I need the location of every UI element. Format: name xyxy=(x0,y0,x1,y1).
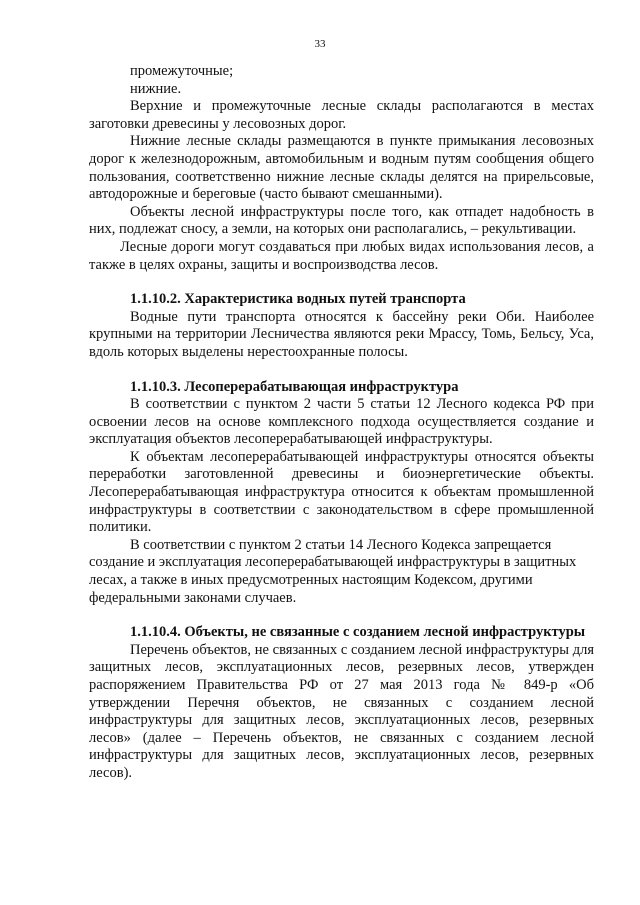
paragraph: Водные пути транспорта относятся к бассейну реки Оби. Наиболее крупными на территории Лесничества являются реки Мрассу, Томь, Бельсу, Уса, вдоль которых выделены нерестоохранные полосы. xyxy=(89,308,594,360)
paragraph: Лесные дороги могут создаваться при любых видах использования лесов, а также в целях охраны, защиты и воспроизводства лесов. xyxy=(89,238,594,273)
paragraph: Перечень объектов, не связанных с созданием лесной инфраструктуры для защитных лесов, эксплуатационных лесов, резервных лесов, утвержден распоряжением Правительства РФ от 27 мая 2013 года № 849-р «Об утверждении Перечня объектов, не связанных с созданием лесной инфраструктуры для защитных лесов, эксплуатационных лесов, резервных лесов» (далее – Перечень объектов, не связанных с созданием лесной инфраструктуры для защитных лесов, эксплуатационных лесов, резервных лесов). xyxy=(89,641,594,781)
list-item: нижние. xyxy=(130,80,182,97)
paragraph: В соответствии с пунктом 2 части 5 статьи 12 Лесного кодекса РФ при освоении лесов на основе комплексного подхода осуществляется создание и эксплуатация объектов лесоперерабатывающей инфраструктуры. xyxy=(89,396,594,448)
section-heading: 1.1.10.3. Лесоперерабатывающая инфраструктура xyxy=(130,378,459,395)
paragraph: Нижние лесные склады размещаются в пункте примыкания лесовозных дорог к железнодорожным, автомобильным и водным путям сообщения общего пользования, соответственно нижние лесные склады делятся на прирельсовые, автодорожные и береговые (часто бывают смешанными). xyxy=(89,133,594,203)
paragraph: Объекты лесной инфраструктуры после того, как отпадет надобность в них, подлежат сносу, а земли, на которых они располагались, – рекультивации. xyxy=(89,203,594,238)
paragraph: Верхние и промежуточные лесные склады располагаются в местах заготовки древесины у лесовозных дорог. xyxy=(89,98,594,132)
paragraph: В соответствии с пунктом 2 статьи 14 Лесного Кодекса запрещается создание и эксплуатация лесоперерабатывающей инфраструктуры в защитных лесах, а также в иных предусмотренных настоящим Кодексом, другими федеральными законами случаев. xyxy=(89,536,577,606)
section-heading: 1.1.10.2. Характеристика водных путей транспорта xyxy=(130,291,466,308)
paragraph: К объектам лесоперерабатывающей инфраструктуры относятся объекты переработки заготовленной древесины и биоэнергетические объекты. Лесоперерабатывающая инфраструктура относится к объектам промышленной инфраструктуры в соответствии с законодательством в сфере промышленной политики. xyxy=(89,448,594,536)
page-number: 33 xyxy=(314,38,326,50)
section-heading: 1.1.10.4. Объекты, не связанные с созданием лесной инфраструктуры xyxy=(130,624,586,641)
page-content xyxy=(89,63,594,783)
list-item: промежуточные; xyxy=(130,63,234,79)
